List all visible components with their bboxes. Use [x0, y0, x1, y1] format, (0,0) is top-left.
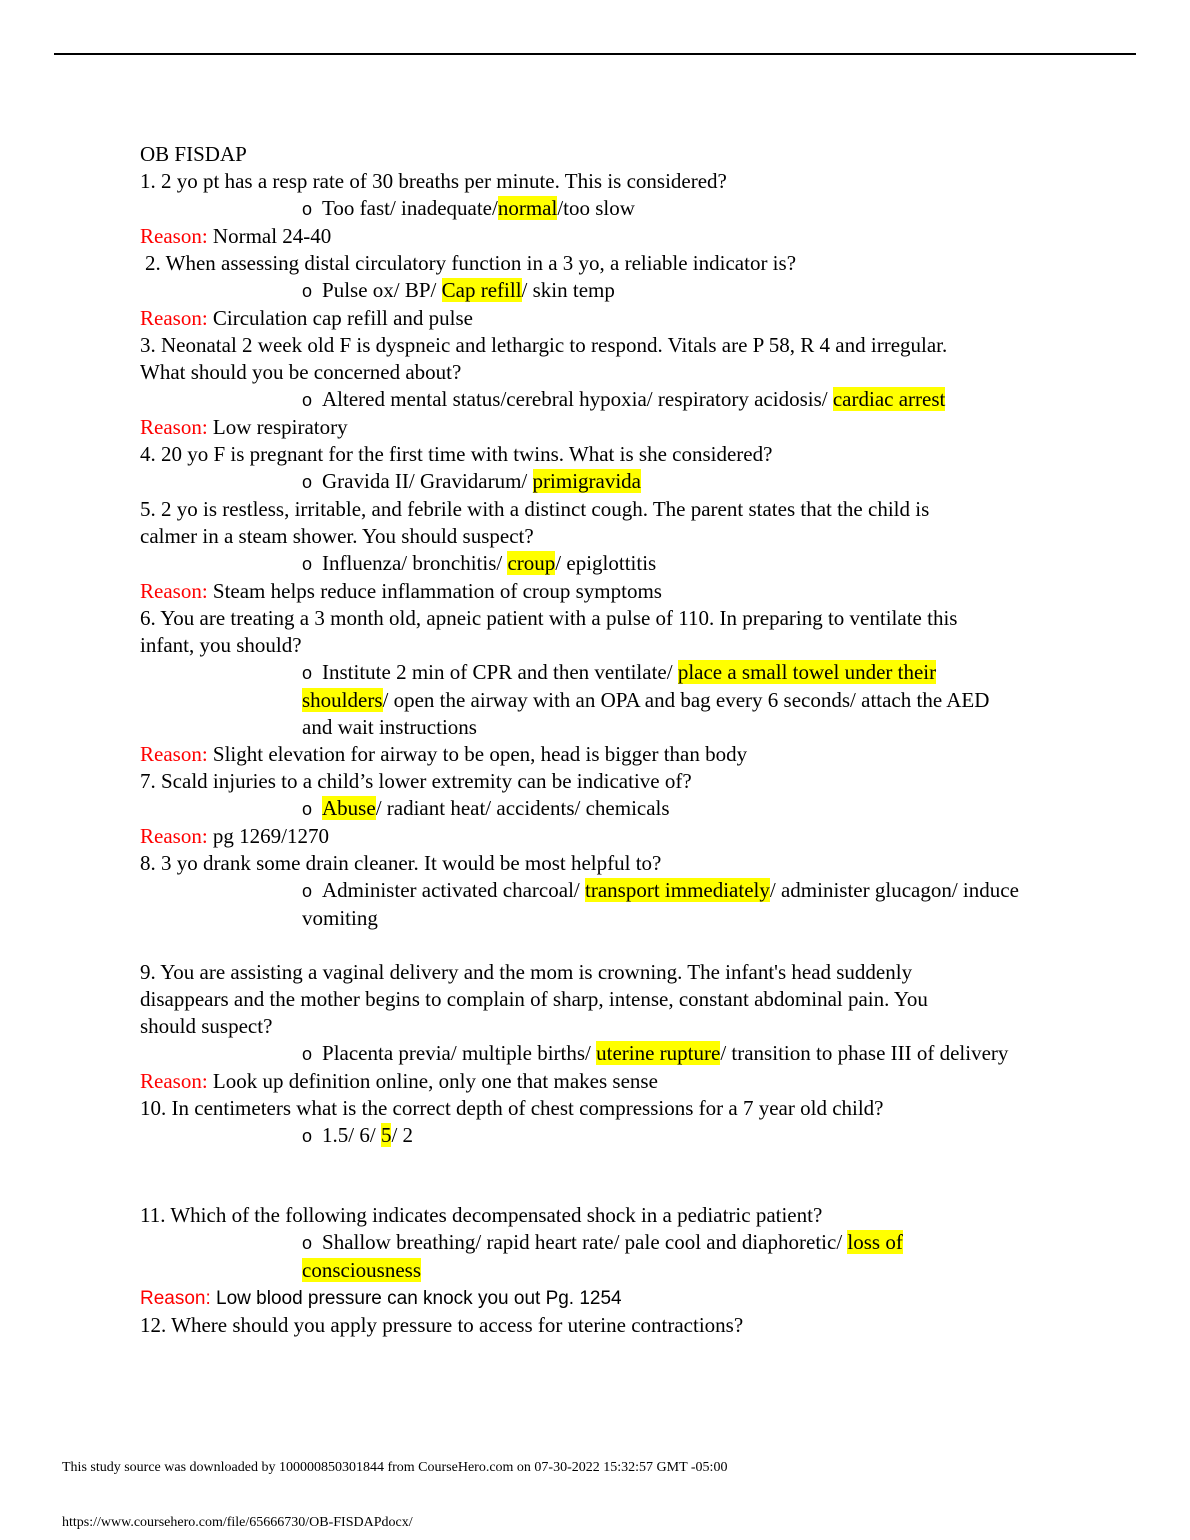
reason-1: Reason: Normal 24-40: [140, 224, 332, 248]
answer-options-7: o Abuse/ radiant heat/ accidents/ chemicals: [302, 796, 670, 820]
bullet-icon: o: [302, 799, 313, 819]
reason-label: Reason:: [140, 306, 208, 330]
top-rule: [54, 53, 1136, 55]
answer-options-5: o Influenza/ bronchitis/ croup/ epiglottitis: [302, 551, 657, 575]
reason-label: Reason:: [140, 579, 208, 603]
answer-options-1: o Too fast/ inadequate/normal/too slow: [302, 196, 635, 220]
download-note: This study source was downloaded by 100000850301844 from CourseHero.com on 07-30-2022 15:32:57 GMT -05:00: [62, 1460, 728, 1475]
answer-options-6: o Institute 2 min of CPR and then ventilate/ place a small towel under their shoulders/ open the airway with an OPA and bag every 6 seconds/ attach the AED and wait instructions: [302, 660, 990, 739]
answer-options-3: o Altered mental status/cerebral hypoxia/ respiratory acidosis/ cardiac arrest: [302, 387, 946, 411]
highlighted-answer: cardiac arrest: [832, 387, 946, 411]
reason-label: Reason:: [140, 415, 208, 439]
highlighted-answer: uterine rupture: [596, 1041, 721, 1065]
highlighted-answer: croup: [507, 551, 556, 575]
bullet-icon: o: [302, 281, 313, 301]
highlighted-answer: 5: [380, 1123, 392, 1147]
question-2: 2. When assessing distal circulatory function in a 3 yo, a reliable indicator is?: [145, 251, 797, 275]
bullet-icon: o: [302, 1044, 313, 1064]
question-8: 8. 3 yo drank some drain cleaner. It would be most helpful to?: [140, 851, 662, 875]
reason-label: Reason:: [140, 824, 208, 848]
reason-3: Reason: Low respiratory: [140, 415, 348, 439]
question-3-line-1: 3. Neonatal 2 week old F is dyspneic and lethargic to respond. Vitals are P 58, R 4 and irregular.: [140, 333, 948, 357]
bullet-icon: o: [302, 199, 313, 219]
reason-2: Reason: Circulation cap refill and pulse: [140, 306, 473, 330]
question-3-line-2: What should you be concerned about?: [140, 360, 462, 384]
highlighted-answer: Abuse: [322, 796, 376, 820]
reason-9: Reason: Look up definition online, only one that makes sense: [140, 1069, 658, 1093]
answer-options-9: o Placenta previa/ multiple births/ uterine rupture/ transition to phase III of delivery: [302, 1041, 1009, 1065]
question-9-line-3: should suspect?: [140, 1014, 273, 1038]
reason-label: Reason:: [140, 1069, 208, 1093]
bullet-icon: o: [302, 663, 313, 683]
question-4: 4. 20 yo F is pregnant for the first time with twins. What is she considered?: [140, 442, 773, 466]
reason-label: Reason:: [140, 742, 208, 766]
bullet-icon: o: [302, 1233, 313, 1253]
bullet-icon: o: [302, 472, 313, 492]
question-6-line-2: infant, you should?: [140, 633, 302, 657]
reason-label: Reason:: [140, 1288, 211, 1309]
document-title: OB FISDAP: [140, 142, 247, 166]
highlighted-answer: place a small towel under their shoulders: [302, 660, 937, 712]
question-9-line-2: disappears and the mother begins to complain of sharp, intense, constant abdominal pain. You: [140, 987, 928, 1011]
bullet-icon: o: [302, 554, 313, 574]
reason-11: Reason: Low blood pressure can knock you out Pg. 1254: [140, 1288, 622, 1309]
reason-5: Reason: Steam helps reduce inflammation of croup symptoms: [140, 579, 662, 603]
question-7: 7. Scald injuries to a child’s lower extremity can be indicative of?: [140, 769, 692, 793]
reason-label: Reason:: [140, 224, 208, 248]
question-12: 12. Where should you apply pressure to access for uterine contractions?: [140, 1313, 744, 1337]
bullet-icon: o: [302, 390, 313, 410]
reason-7: Reason: pg 1269/1270: [140, 824, 329, 848]
question-10: 10. In centimeters what is the correct depth of chest compressions for a 7 year old child?: [140, 1096, 884, 1120]
reason-6: Reason: Slight elevation for airway to be open, head is bigger than body: [140, 742, 748, 766]
highlighted-answer: normal: [497, 196, 558, 220]
answer-options-2: o Pulse ox/ BP/ Cap refill/ skin temp: [302, 278, 615, 302]
answer-options-4: o Gravida II/ Gravidarum/ primigravida: [302, 469, 641, 493]
highlighted-answer: Cap refill: [441, 278, 522, 302]
highlighted-answer: primigravida: [532, 469, 641, 493]
bullet-icon: o: [302, 881, 313, 901]
question-9-line-1: 9. You are assisting a vaginal delivery and the mom is crowning. The infant's head suddenly: [140, 960, 913, 984]
source-url[interactable]: https://www.coursehero.com/file/65666730/OB-FISDAPdocx/: [62, 1515, 413, 1530]
question-6-line-1: 6. You are treating a 3 month old, apneic patient with a pulse of 110. In preparing to ventilate this: [140, 606, 958, 630]
document-body: [140, 141, 1060, 1339]
question-11: 11. Which of the following indicates decompensated shock in a pediatric patient?: [140, 1203, 823, 1227]
highlighted-answer: loss of consciousness: [302, 1230, 903, 1282]
bullet-icon: o: [302, 1126, 313, 1146]
answer-options-11: o Shallow breathing/ rapid heart rate/ pale cool and diaphoretic/ loss of consciousness: [302, 1230, 903, 1282]
blank-space: [140, 1150, 1060, 1202]
highlighted-answer: transport immediately: [585, 878, 770, 902]
answer-options-8: o Administer activated charcoal/ transport immediately/ administer glucagon/ induce vomiting: [302, 878, 1019, 930]
question-5-line-2: calmer in a steam shower. You should suspect?: [140, 524, 534, 548]
question-5-line-1: 5. 2 yo is restless, irritable, and febrile with a distinct cough. The parent states that the child is: [140, 497, 930, 521]
blank-line: [140, 932, 1060, 959]
question-1: 1. 2 yo pt has a resp rate of 30 breaths per minute. This is considered?: [140, 169, 727, 193]
answer-options-10: o 1.5/ 6/ 5/ 2: [302, 1123, 414, 1147]
